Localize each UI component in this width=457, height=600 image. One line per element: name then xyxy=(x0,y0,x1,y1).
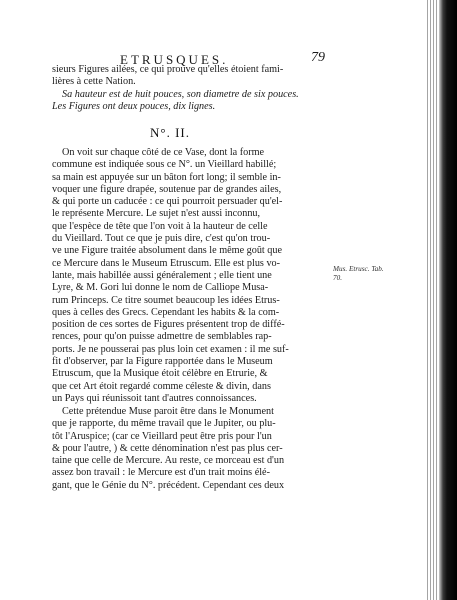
p2-line: taine que celle de Mercure. Au reste, ce morceau est d'un xyxy=(52,455,285,467)
p1-line: rum Princeps. Ce titre soumet beaucoup les idées Etrus- xyxy=(52,294,280,306)
p1-line: que cet Art étoit regardé comme céleste & divin, dans xyxy=(52,380,271,392)
intro-line-1: sieurs Figures ailées, ce qui prouve qu'elles étoient fami- xyxy=(52,64,284,75)
p1-line: lante, mais habillée aussi généralement ; elle tient une xyxy=(52,269,272,281)
p1-line: position de ces sortes de Figures présentent trop de diffé- xyxy=(52,319,285,331)
p2-line: Cette prétendue Muse paroit être dans le Monument xyxy=(62,406,274,417)
p1-line: que l'espèce de tête que l'on voit à la hauteur de celle xyxy=(52,220,268,232)
p1-line: le représente Mercure. Le sujet n'est aussi inconnu, xyxy=(52,208,261,220)
binding-edge xyxy=(439,0,457,600)
p1-line: ce Mercure dans le Museum Etruscum. Elle est plus vo- xyxy=(52,257,281,269)
p2-line: gant, que le Génie du N°. précédent. Cependant ces deux xyxy=(52,479,285,491)
page-number: 79 xyxy=(311,50,325,65)
p2-line: que je rapporte, du même travail que le Jupiter, ou plu- xyxy=(52,418,276,430)
p1-line: Etruscum, que la Musique étoit célèbre en Etrurie, & xyxy=(52,368,268,380)
page-edge-lines xyxy=(425,0,439,600)
paragraph-2 xyxy=(52,406,324,492)
p1-line: & qui porte un caducée : ce qui pourroit persuader qu'el- xyxy=(52,196,283,208)
p1-line: ques à celles des Grecs. Cependant les habits & la com- xyxy=(52,306,280,318)
p1-line: du Vieillard. Tout ce que je puis dire, c'est qu'on trou- xyxy=(52,233,271,245)
p1-line: ports. Je ne pousserai pas plus loin cet examen : il me suf- xyxy=(52,343,289,355)
p1-line: voquer une figure drapée, soutenue par de grandes ailes, xyxy=(52,183,282,195)
p1-line: ve une Figure traitée absolument dans le même goût que xyxy=(52,245,282,257)
p1-line: sa main est appuyée sur un bâton fort long; il semble in- xyxy=(52,171,281,183)
p1-line: Lyre, & M. Gori lui donne le nom de Calliope Musa- xyxy=(52,282,269,294)
margin-note-line-2: 70. xyxy=(333,273,342,282)
paragraph-1 xyxy=(52,147,324,405)
p1-line: fit d'observer, par la Figure rapportée dans le Museum xyxy=(52,356,273,368)
p1-line: commune est indiquée sous ce N°. un Vieillard habillé; xyxy=(52,159,277,171)
dims-line-1: Sa hauteur est de huit pouces, son diametre de six pouces. xyxy=(62,88,299,100)
section-title: N°. II. xyxy=(150,125,190,140)
p1-line: rences, pour qu'on puisse admettre de semblables rap- xyxy=(52,331,272,343)
intro-line-2: lières à cette Nation. xyxy=(52,76,136,88)
dims-line-2: Les Figures ont deux pouces, dix lignes. xyxy=(52,100,216,112)
p2-line: tôt l'Aruspice; (car ce Vieillard peut être pris pour l'un xyxy=(52,430,272,442)
running-head: ETRUSQUES. xyxy=(120,52,229,67)
margin-note xyxy=(333,265,395,282)
margin-note-line-1: Mus. Etrusc. Tab. xyxy=(333,265,384,273)
p1-line: On voit sur chaque côté de ce Vase, dont la forme xyxy=(62,147,265,158)
p1-line: un Pays qui réunissoit tant d'autres connoissances. xyxy=(52,392,257,404)
intro-text xyxy=(52,64,324,113)
p2-line: assez bon travail : le Mercure est d'un trait moins élé- xyxy=(52,467,270,479)
p2-line: & pour l'autre, ) & cette dénomination n'est pas plus cer- xyxy=(52,442,283,454)
